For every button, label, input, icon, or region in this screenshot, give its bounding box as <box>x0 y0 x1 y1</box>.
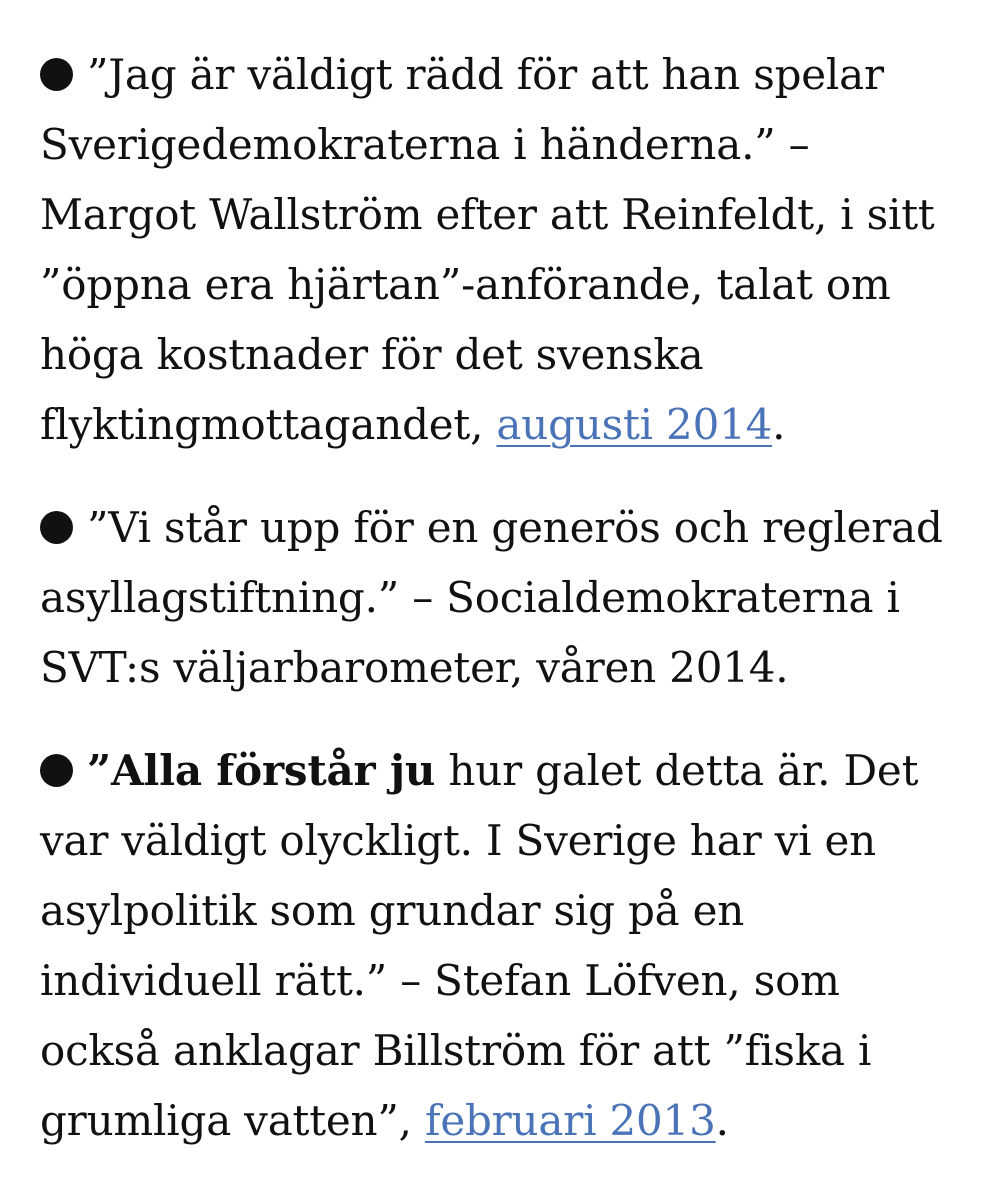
bullet-dot-icon <box>40 511 73 544</box>
quote-wallstrom <box>40 40 960 460</box>
date-link-februari-2013[interactable]: februari 2013 <box>424 1096 716 1145</box>
quote-end-punctuation: . <box>772 400 786 449</box>
quote-socialdemokraterna <box>40 493 960 703</box>
bullet-dot-icon <box>40 754 73 787</box>
quote-end-punctuation: . <box>715 1096 729 1145</box>
date-link-augusti-2014[interactable]: augusti 2014 <box>496 400 773 449</box>
quote-text: ”Vi står upp för en generös och reglerad asyllagstiftning.” – Socialdemokraterna i SVT:s väljarbarometer, våren 2014. <box>40 503 943 692</box>
quote-lofven <box>40 736 960 1156</box>
quote-bold-lead: ”Alla förstår ju <box>87 746 436 795</box>
quote-text: ”Jag är väldigt rädd för att han spelar Sverigedemokraterna i händerna.” – Margot Wallström efter att Reinfeldt, i sitt ”öppna era hjärtan”-anförande, talat om höga kostnader för det svenska flyktingmottagandet, <box>40 50 935 449</box>
bullet-dot-icon <box>40 58 73 91</box>
quote-text: hur galet detta är. Det var väldigt olyckligt. I Sverige har vi en asylpolitik som grundar sig på en individuell rätt.” – Stefan Löfven, som också anklagar Billström för att ”fiska i grumliga vatten”, <box>40 746 919 1145</box>
article-body <box>40 40 960 1189</box>
